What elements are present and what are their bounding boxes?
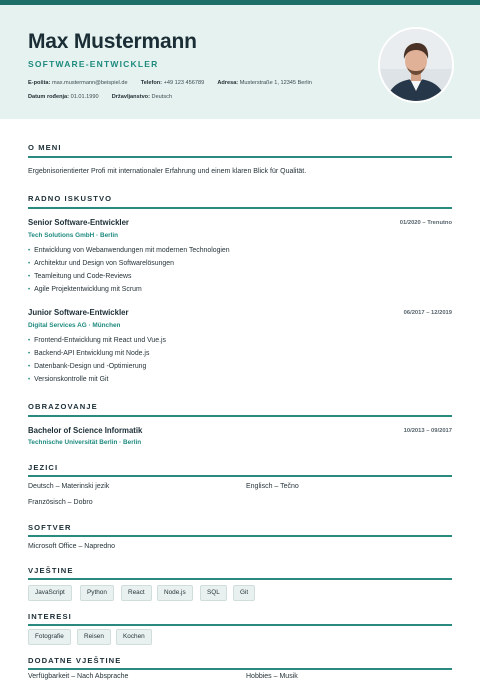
skills-divider — [28, 578, 452, 580]
job-2-dates: 06/2017 – 12/2019 — [403, 310, 452, 316]
additional-item: Verfügbarkeit – Nach Absprache — [28, 673, 129, 680]
job-2-bullet: • Backend-API Entwicklung mit Node.js — [28, 350, 149, 357]
additional-divider — [28, 668, 452, 670]
education-dates: 10/2013 – 09/2017 — [403, 428, 452, 434]
experience-divider — [28, 207, 452, 209]
email-label: E-pošta: — [28, 80, 51, 86]
job-1-bullet: • Architektur und Design von Softwarelösungen — [28, 260, 174, 267]
dob-label: Datum rođenja: — [28, 94, 70, 100]
experience-heading: RADNO ISKUSTVO — [28, 194, 113, 203]
phone-label: Telefon: — [140, 80, 163, 86]
language-item: Französisch – Dobro — [28, 499, 93, 506]
language-item: Deutsch – Materinski jezik — [28, 483, 110, 490]
contact-line-2 — [28, 94, 172, 100]
education-divider — [28, 415, 452, 417]
job-2-bullet: • Frontend-Entwicklung mit React und Vue.js — [28, 337, 166, 344]
job-1-dates: 01/2020 – Trenutno — [399, 220, 452, 226]
job-title: SOFTWARE-ENTWICKLER — [28, 59, 159, 69]
phone-value: +49 123 456789 — [163, 80, 205, 86]
person-name: Max Mustermann — [28, 30, 197, 53]
languages-divider — [28, 475, 452, 477]
additional-item: Hobbies – Musik — [246, 673, 298, 680]
software-item: Microsoft Office – Napredno — [28, 543, 116, 550]
job-1-bullet: • Teamleitung und Code-Reviews — [28, 273, 131, 280]
dob-value: 01.01.1990 — [70, 94, 99, 100]
interests-divider — [28, 624, 452, 626]
job-2-bullet: • Versionskontrolle mit Git — [28, 376, 108, 383]
job-1-title: Senior Software-Entwickler — [28, 218, 129, 227]
skill-tag: React — [121, 585, 152, 601]
skill-tag: SQL — [200, 585, 227, 601]
education-heading: OBRAZOVANJE — [28, 402, 98, 411]
skill-tag: Python — [80, 585, 114, 601]
software-heading: SOFTVER — [28, 523, 72, 532]
language-item: Englisch – Tečno — [246, 483, 299, 490]
address-label: Adresa: — [217, 80, 239, 86]
address-value: Musterstraße 1, 12345 Berlin — [239, 80, 312, 86]
skills-heading: VJEŠTINE — [28, 566, 74, 575]
job-1-bullet: • Agile Projektentwicklung mit Scrum — [28, 286, 142, 293]
about-text: Ergebnisorientierter Profi mit internationaler Erfahrung und einem klaren Blick für Qualität. — [28, 168, 307, 175]
additional-heading: DODATNE VJEŠTINE — [28, 656, 122, 665]
interest-tag: Reisen — [77, 629, 111, 645]
citizenship-value: Deutsch — [151, 94, 173, 100]
education-degree: Bachelor of Science Informatik — [28, 426, 143, 435]
about-heading: O MENI — [28, 143, 62, 152]
about-divider — [28, 156, 452, 158]
job-1-company: Tech Solutions GmbH · Berlin — [28, 232, 119, 239]
interests-heading: INTERESI — [28, 612, 72, 621]
citizenship-label: Državljanstvo: — [111, 94, 150, 100]
job-2-title: Junior Software-Entwickler — [28, 308, 129, 317]
skill-tag: JavaScript — [28, 585, 72, 601]
software-divider — [28, 535, 452, 537]
skill-tag: Node.js — [157, 585, 193, 601]
interest-tag: Kochen — [116, 629, 152, 645]
person-portrait-icon — [380, 29, 452, 101]
job-2-company: Digital Services AG · München — [28, 322, 121, 329]
job-1-bullet: • Entwicklung von Webanwendungen mit modernen Technologien — [28, 247, 230, 254]
interest-tag: Fotografie — [28, 629, 71, 645]
cv-header — [0, 5, 480, 119]
contact-line-1 — [28, 80, 312, 86]
skill-tag: Git — [233, 585, 255, 601]
profile-photo — [380, 29, 452, 101]
email-value: max.mustermann@beispiel.de — [51, 80, 128, 86]
job-2-bullet: • Datenbank-Design und -Optimierung — [28, 363, 146, 370]
languages-heading: JEZICI — [28, 463, 59, 472]
education-school: Technische Universität Berlin · Berlin — [28, 439, 142, 446]
